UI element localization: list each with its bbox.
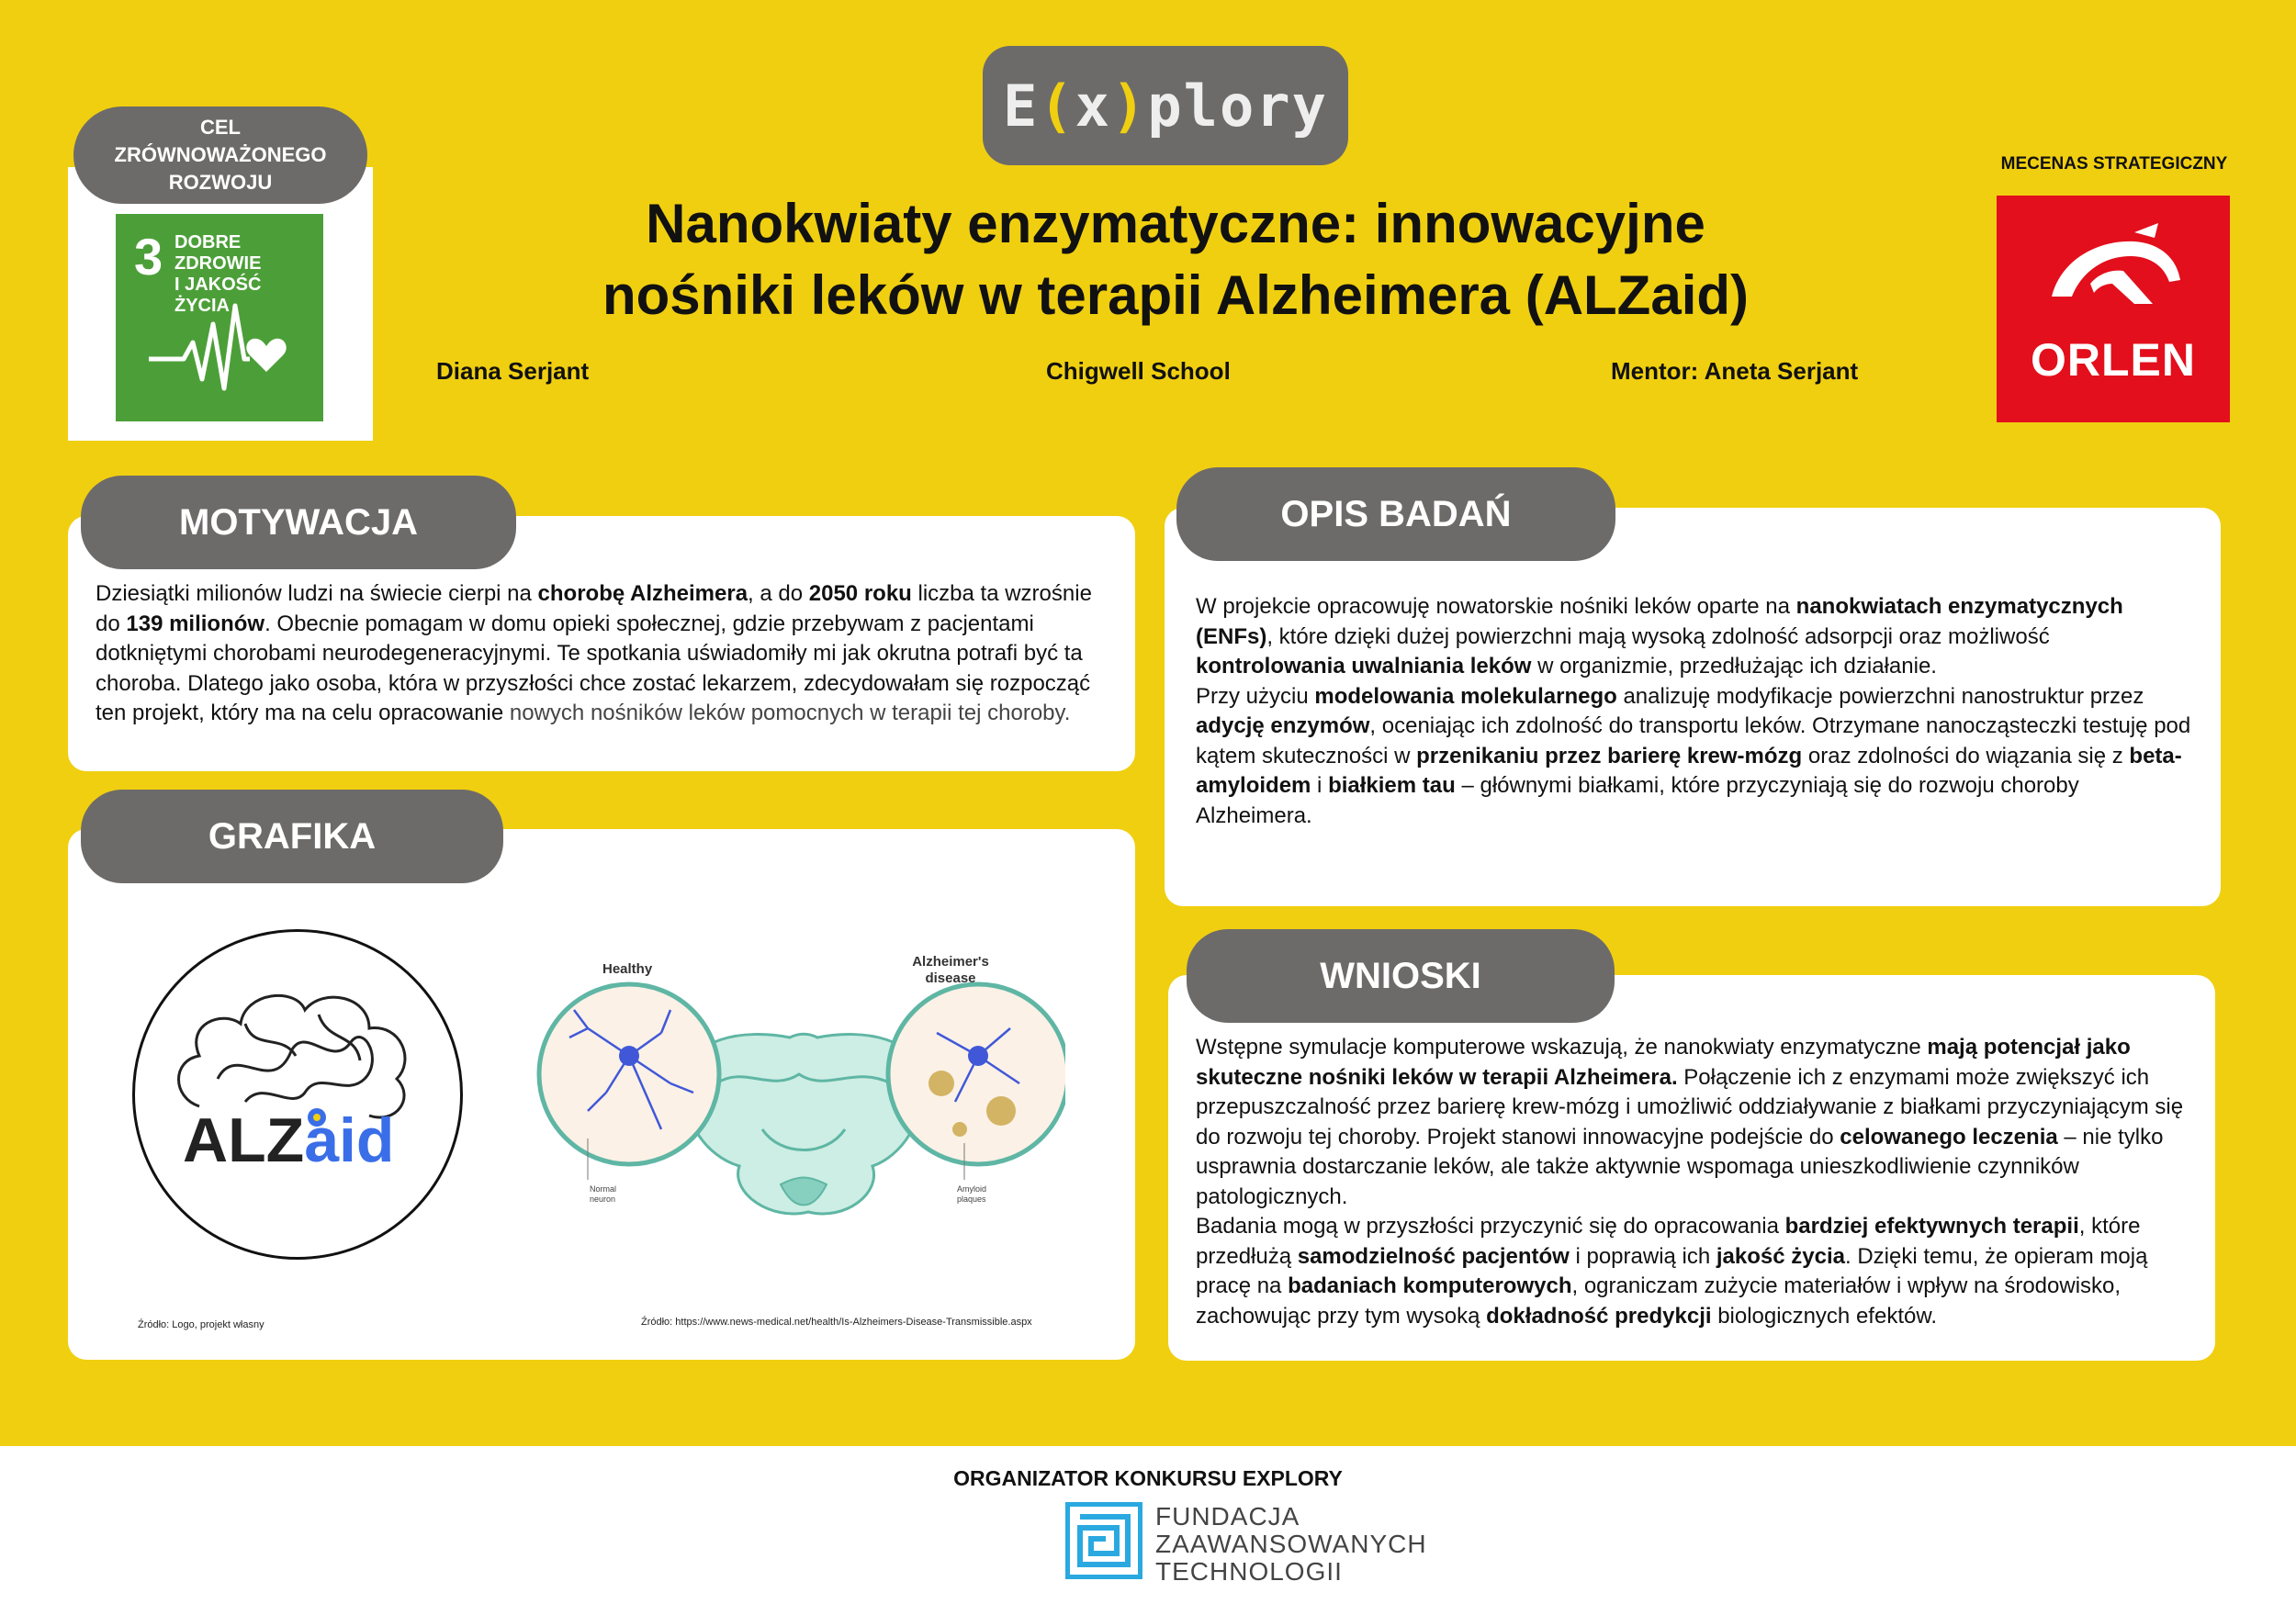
fzt-wordmark: FUNDACJA ZAAWANSOWANYCH TECHNOLOGII: [1155, 1502, 1427, 1586]
fzt-maze-icon: [1065, 1502, 1142, 1579]
orlen-logo: [1997, 196, 2230, 422]
school-name: Chigwell School: [1046, 357, 1231, 385]
sponsor-label: MECENAS STRATEGICZNY: [2000, 154, 2228, 174]
heartbeat-icon: [147, 287, 294, 398]
sdg-label-pill: [73, 107, 367, 204]
organizer-label: ORGANIZATOR KONKURSU EXPLORY: [953, 1466, 1343, 1490]
conclusions-heading: WNIOSKI: [1187, 929, 1615, 1023]
motivation-heading: MOTYWACJA: [81, 476, 516, 569]
eagle-icon: [1997, 196, 2230, 333]
author-name: Diana Serjant: [436, 357, 590, 385]
poster-title: Nanokwiaty enzymatyczne: innowacyjne nośniki leków w terapii Alzheimera (ALZaid): [602, 193, 1750, 326]
explory-logo: E ( x ) plory: [983, 46, 1348, 165]
sdg-goal-number: 3: [134, 228, 163, 286]
motivation-text: Dziesiątki milionów ludzi na świecie cierpi na chorobę Alzheimera, a do 2050 roku liczba ta wzrośnie do 139 milionów. Obecnie pomagam w domu opieki społecznej, gdzie przebywam z pacjentami dotkniętymi chorobami neurodegeneracyjnymi. Te spotkania uświadomiły mi jak okrutna potrafi być ta choroba. Dlatego jako osoba, która w przyszłości chce zostać lekarzem, zdecydowałam się rozpocząć ten projekt, który ma na celu opracowanie nowych nośników leków pomocnych w terapii tej choroby.: [96, 581, 1092, 725]
sdg-label-line: ZRÓWNOWAŻONEGO: [114, 143, 327, 167]
mentor-name: Mentor: Aneta Serjant: [1611, 357, 1859, 385]
sdg-goal-label: DOBRE ZDROWIE I JAKOŚĆ ŻYCIA: [174, 232, 262, 316]
orlen-wordmark: ORLEN: [2031, 334, 2196, 386]
research-text: W projekcie opracowuję nowatorskie nośniki leków oparte na nanokwiatach enzymatycznych (ENFs), które dzięki dużej powierzchni mają wysoką zdolność adsorpcji oraz możliwość kontrolowania uwalniania leków w organizmie, przedłużając ich działanie. Przy użyciu modelowania molekularnego analizuję modyfikacje powierzchni nanostruktur przez adycję enzymów, oceniając ich zdolność do transportu leków. Otrzymane nanocząsteczki testuję pod kątem skuteczności w przenikaniu przez barierę krew-mózg oraz zdolności do wiązania się z beta-amyloidem i białkiem tau – głównymi białkami, które przyczyniają się do rozwoju choroby Alzheimera.: [1196, 594, 2191, 828]
fig-label-healthy: Healthy: [602, 961, 653, 977]
figure-source-caption: Źródło: https://www.news-medical.net/health/Is-Alzheimers-Disease-Transmissible.aspx: [641, 1317, 1032, 1328]
sdg-goal-tile: [116, 214, 323, 421]
alzaid-logo: [132, 929, 463, 1260]
brand-paren-close: ): [1111, 72, 1148, 140]
research-heading: OPIS BADAŃ: [1176, 467, 1615, 561]
fig-label-disease: Alzheimer's disease: [912, 954, 989, 986]
brand-paren-open: (: [1039, 72, 1075, 140]
brand-suffix: plory: [1147, 72, 1328, 140]
alzaid-wordmark: ALZaid: [183, 1105, 395, 1175]
graphics-heading: GRAFIKA: [81, 790, 503, 883]
fig-label-amyloid-plaques: Amyloid plaques: [957, 1184, 987, 1204]
conclusions-text: Wstępne symulacje komputerowe wskazują, że nanokwiaty enzymatyczne mają potencjał jako skuteczne nośniki leków w terapii Alzheimera. Połączenie ich z enzymami może zwiększyć ich przepuszczalność przez barierę krew-mózg i umożliwić oddziaływanie z białkami przyczyniającym się do rozwoju tej choroby. Projekt stanowi innowacyjne podejście do celowanego leczenia – nie tylko usprawnia dostarczanie leków, ale także aktywnie wspomaga unieszkodliwienie czynników patologicznych. Badania mogą w przyszłości przyczynić się do opracowania bardziej efektywnych terapii, które przedłużą samodzielność pacjentów i poprawią ich jakość życia. Dzięki temu, że opieram moją pracę na badaniach komputerowych, ograniczam zużycie materiałów i wpływ na środowisko, zachowując przy tym wysoką dokładność predykcji biologicznych efektów.: [1196, 1035, 2184, 1329]
sdg-label-line: CEL: [200, 116, 241, 140]
sdg-label-line: ROZWOJU: [168, 170, 273, 194]
logo-source-caption: Źródło: Logo, projekt własny: [138, 1319, 264, 1330]
alzheimer-brain-figure: [533, 946, 1065, 1295]
brand-x: x: [1075, 72, 1111, 140]
fig-label-normal-neuron: Normal neuron: [590, 1184, 617, 1204]
